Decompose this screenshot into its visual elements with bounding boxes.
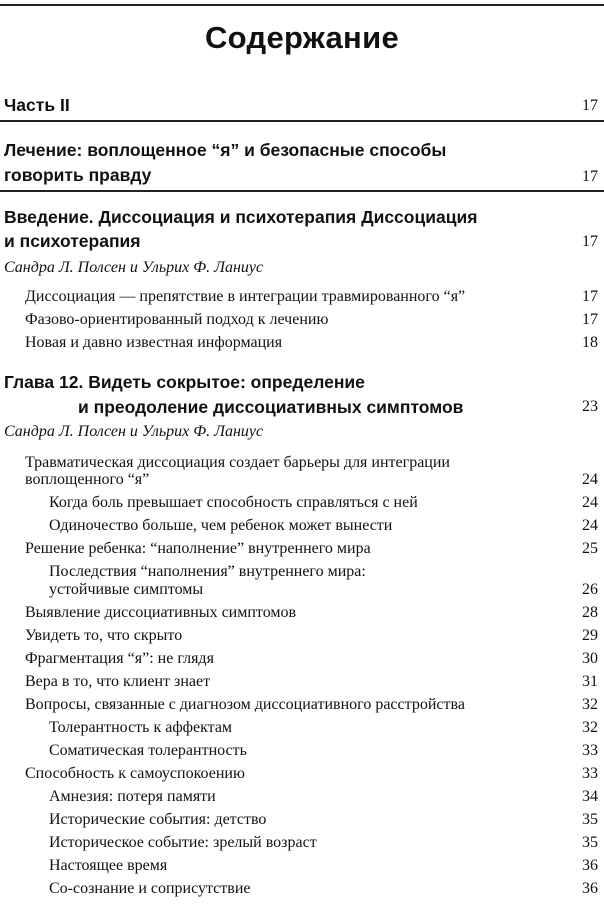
toc-item-label: Выявление диссоциативных симптомов xyxy=(25,604,297,621)
page-number: 36 xyxy=(582,857,598,874)
page-number: 32 xyxy=(582,719,598,736)
part-label: Часть II xyxy=(4,95,70,115)
section-title-line: Лечение: воплощенное “я” и безопасные способы xyxy=(4,140,447,160)
toc-item-label: Способность к самоуспокоению xyxy=(25,765,245,782)
page-number: 29 xyxy=(582,627,598,644)
page-number: 17 xyxy=(582,97,598,114)
page-number: 32 xyxy=(582,696,598,713)
toc-item-label: Решение ребенка: “наполнение” внутреннего мира xyxy=(25,540,371,557)
chapter-title-line: и преодоление диссоциативных симптомов xyxy=(78,397,464,417)
chapter-title-line: Глава 12. Видеть сокрытое: определение xyxy=(4,372,365,392)
toc-item-label: Амнезия: потеря памяти xyxy=(49,788,216,805)
toc-item-label: Вера в то, что клиент знает xyxy=(25,673,211,690)
page-number: 23 xyxy=(582,398,598,415)
toc-item-label: Диссоциация — препятствие в интеграции травмированного “я” xyxy=(25,288,466,305)
author-line: Сандра Л. Полсен и Ульрих Ф. Ланиус xyxy=(4,423,264,440)
page-number: 24 xyxy=(582,471,598,488)
page-number: 17 xyxy=(582,233,598,250)
page-number: 36 xyxy=(582,880,598,897)
page-number: 33 xyxy=(582,765,598,782)
page-number: 18 xyxy=(582,334,598,351)
toc-item-label: Когда боль превышает способность справляться с ней xyxy=(49,494,418,511)
page-number: 24 xyxy=(582,494,598,511)
page-number: 26 xyxy=(582,581,598,598)
page-number: 35 xyxy=(582,834,598,851)
toc-item-label: Травматическая диссоциация создает барьеры для интеграции xyxy=(25,454,450,471)
divider xyxy=(0,120,604,122)
page-number: 35 xyxy=(582,811,598,828)
toc-item-label: Со-сознание и соприсутствие xyxy=(49,880,251,897)
page-number: 17 xyxy=(582,288,598,305)
divider xyxy=(0,190,604,192)
page-number: 24 xyxy=(582,517,598,534)
toc-item-label: Одиночество больше, чем ребенок может вынести xyxy=(49,517,393,534)
toc-item-label: Исторические события: детство xyxy=(49,811,267,828)
toc-item-label: Толерантность к аффектам xyxy=(49,719,233,736)
page-number: 25 xyxy=(582,540,598,557)
toc-item-label: воплощенного “я” xyxy=(25,471,150,488)
toc-item-label: Фрагментация “я”: не глядя xyxy=(25,650,214,667)
page-number: 17 xyxy=(582,311,598,328)
toc-item-label: Увидеть то, что скрыто xyxy=(25,627,183,644)
page-title: Содержание xyxy=(205,20,399,55)
author-line: Сандра Л. Полсен и Ульрих Ф. Ланиус xyxy=(4,259,264,276)
section-title-line: говорить правду xyxy=(4,165,152,185)
toc-item-label: Соматическая толерантность xyxy=(49,742,247,759)
intro-title-line: и психотерапия xyxy=(4,231,141,251)
toc-item-label: Настоящее время xyxy=(49,857,168,874)
page-number: 33 xyxy=(582,742,598,759)
toc-item-label: Последствия “наполнения” внутреннего мира: xyxy=(49,563,366,580)
toc-item-label: Новая и давно известная информация xyxy=(25,334,283,351)
toc-item-label: Фазово-ориентированный подход к лечению xyxy=(25,311,329,328)
page-number: 30 xyxy=(582,650,598,667)
intro-title-line: Введение. Диссоциация и психотерапия Диссоциация xyxy=(4,207,478,227)
page-number: 31 xyxy=(582,673,598,690)
top-rule xyxy=(0,4,604,6)
page-number: 34 xyxy=(582,788,598,805)
toc-item-label: Историческое событие: зрелый возраст xyxy=(49,834,317,851)
toc-item-label: устойчивые симптомы xyxy=(49,581,204,598)
page-number: 28 xyxy=(582,604,598,621)
page-number: 17 xyxy=(582,168,598,185)
toc-item-label: Вопросы, связанные с диагнозом диссоциативного расстройства xyxy=(25,696,465,713)
